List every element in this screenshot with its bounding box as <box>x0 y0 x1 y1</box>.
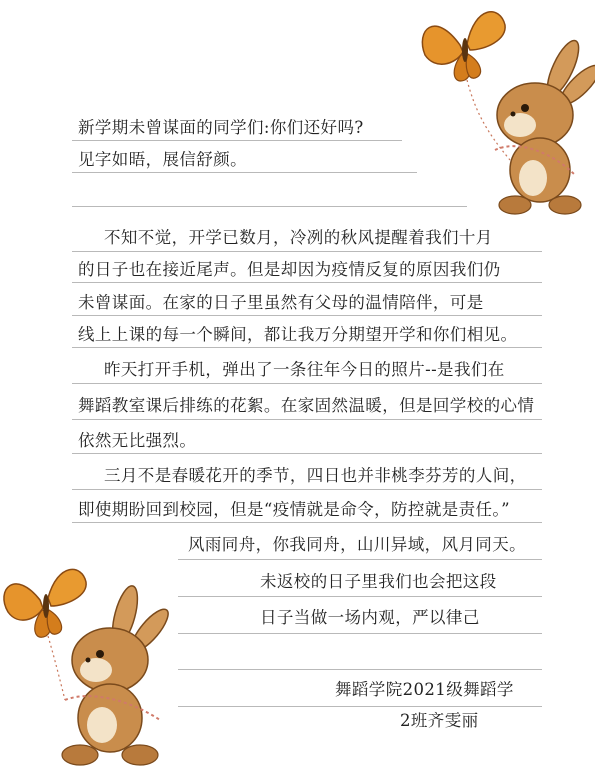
butterfly-icon <box>422 12 505 81</box>
ruled-line <box>72 347 542 348</box>
letter-greeting: 新学期未曾谋面的同学们:你们还好吗? <box>78 118 364 137</box>
ruled-line <box>72 315 542 316</box>
letter-line: 即使期盼回到校园，但是“疫情就是命令，防控就是责任。” <box>78 500 510 519</box>
ruled-line <box>72 522 542 523</box>
ruled-line <box>72 282 542 283</box>
rabbit-icon <box>497 37 595 214</box>
ruled-line <box>72 419 542 420</box>
ruled-line <box>72 251 542 252</box>
ruled-line <box>72 383 542 384</box>
letter-line: 舞蹈教室课后排练的花絮。在家固然温暖，但是回学校的心情 <box>78 396 535 415</box>
letter-line: 日子当做一场内观，严以律己 <box>260 608 480 627</box>
signature-name: 2班齐雯丽 <box>400 711 479 730</box>
ruled-line <box>178 669 542 670</box>
ruled-line <box>178 596 542 597</box>
ruled-line <box>178 559 542 560</box>
letter-line: 不知不觉，开学已数月，冷冽的秋风提醒着我们十月 <box>104 228 493 247</box>
signature-line: 舞蹈学院2021级舞蹈学 <box>335 680 514 699</box>
butterfly-rabbit-illustration-top <box>415 0 595 225</box>
letter-line: 未曾谋面。在家的日子里虽然有父母的温情陪伴，可是 <box>78 293 484 312</box>
rabbit-icon <box>62 583 174 765</box>
letter-line: 依然无比强烈。 <box>78 431 197 450</box>
butterfly-icon <box>4 569 86 637</box>
butterfly-rabbit-illustration-bottom <box>0 560 200 771</box>
ruled-line <box>72 172 417 173</box>
letter-salutation: 见字如晤，展信舒颜。 <box>78 150 247 169</box>
ruled-line <box>178 706 542 707</box>
ruled-line <box>72 489 542 490</box>
letter-line: 风雨同舟，你我同舟，山川异域，风月同天。 <box>188 535 526 554</box>
ruled-line <box>72 206 467 207</box>
letter-line: 未返校的日子里我们也会把这段 <box>260 572 497 591</box>
letter-line: 的日子也在接近尾声。但是却因为疫情反复的原因我们仍 <box>78 260 501 279</box>
letter-line: 线上上课的每一个瞬间，都让我万分期望开学和你们相见。 <box>78 325 518 344</box>
letter-line: 三月不是春暖花开的季节，四日也并非桃李芬芳的人间， <box>104 466 527 485</box>
ruled-line <box>72 453 542 454</box>
ruled-line <box>72 140 402 141</box>
letter-line: 昨天打开手机，弹出了一条往年今日的照片--是我们在 <box>104 360 505 379</box>
ruled-line <box>178 633 542 634</box>
